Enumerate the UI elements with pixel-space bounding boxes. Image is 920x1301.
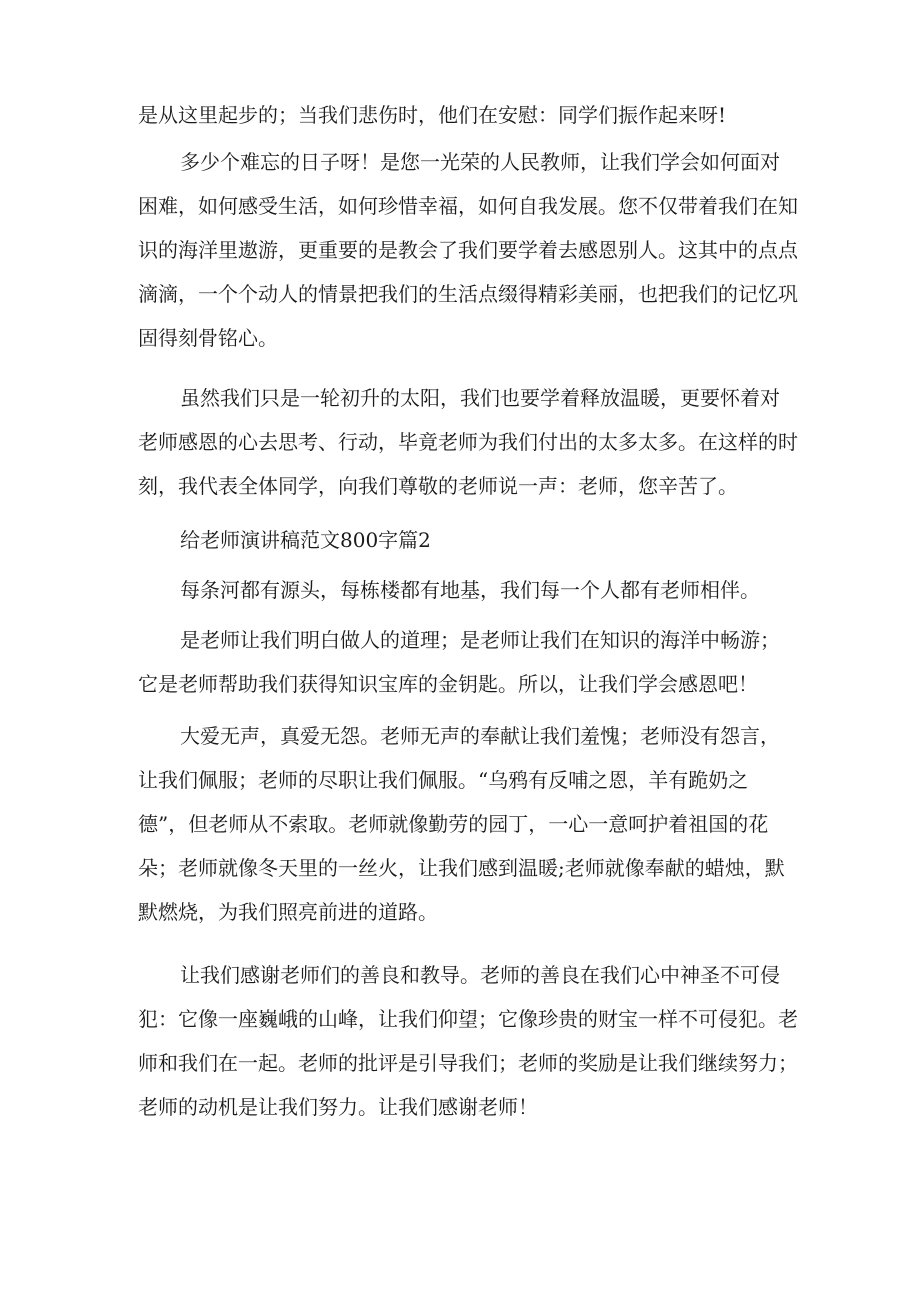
text-line: 老师感恩的心去思考、行动，毕竟老师为我们付出的太多太多。在这样的时 xyxy=(138,430,798,454)
text-line: 是从这里起步的；当我们悲伤时，他们在安慰：同学们振作起来呀! xyxy=(138,103,727,127)
text-line: 它是老师帮助我们获得知识宝库的金钥匙。所以，让我们学会感恩吧！ xyxy=(138,672,758,696)
text-line: 默燃烧，为我们照亮前进的道路。 xyxy=(138,900,438,924)
section-heading: 给老师演讲稿范文800字篇2 xyxy=(180,528,431,552)
text-line: 刻，我代表全体同学，向我们尊敬的老师说一声：老师，您辛苦了。 xyxy=(138,474,738,498)
text-line: 多少个难忘的日子呀！是您一光荣的人民教师，让我们学会如何面对 xyxy=(180,150,780,174)
text-line: 师和我们在一起。老师的批评是引导我们；老师的奖励是让我们继续努力； xyxy=(138,1051,798,1075)
text-line: 大爱无声，真爱无怨。老师无声的奉献让我们羞愧；老师没有怨言， xyxy=(180,724,780,748)
text-line: 让我们佩服；老师的尽职让我们佩服。“乌鸦有反哺之恩，羊有跪奶之 xyxy=(138,768,749,792)
text-line: 让我们感谢老师们的善良和教导。老师的善良在我们心中神圣不可侵 xyxy=(180,963,780,987)
text-line: 德”，但老师从不索取。老师就像勤劳的园丁，一心一意呵护着祖国的花 xyxy=(138,812,769,836)
text-line: 朵；老师就像冬天里的一丝火，让我们感到温暖;老师就像奉献的蜡烛，默 xyxy=(138,856,785,880)
text-line: 老师的动机是让我们努力。让我们感谢老师！ xyxy=(138,1095,538,1119)
text-line: 识的海洋里遨游，更重要的是教会了我们要学着去感恩别人。这其中的点点 xyxy=(138,238,798,262)
text-line: 滴滴，一个个动人的情景把我们的生活点缀得精彩美丽，也把我们的记忆巩 xyxy=(138,282,798,306)
text-line: 困难，如何感受生活，如何珍惜幸福，如何自我发展。您不仅带着我们在知 xyxy=(138,194,798,218)
text-line: 固得刻骨铭心。 xyxy=(138,326,278,350)
text-line: 犯：它像一座巍峨的山峰，让我们仰望；它像珍贵的财宝一样不可侵犯。老 xyxy=(138,1007,798,1031)
text-line: 是老师让我们明白做人的道理；是老师让我们在知识的海洋中畅游； xyxy=(180,628,780,652)
text-line: 虽然我们只是一轮初升的太阳，我们也要学着释放温暖，更要怀着对 xyxy=(180,386,780,410)
text-line: 每条河都有源头，每栋楼都有地基，我们每一个人都有老师相伴。 xyxy=(180,578,760,602)
